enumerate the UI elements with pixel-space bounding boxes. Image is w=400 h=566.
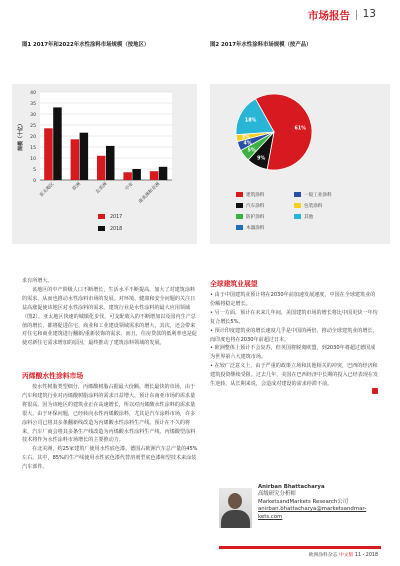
y-tick-label: 30 xyxy=(30,112,36,118)
slice-label: 5% xyxy=(247,148,256,154)
x-tick-label: 亚太地区 xyxy=(39,181,56,199)
author-photo xyxy=(219,488,252,528)
slice-label: 4% xyxy=(243,141,252,147)
author-info xyxy=(258,484,366,521)
y-tick-label: 0 xyxy=(33,178,36,184)
paragraph: 在北美洲，约25家建筑厂使用水性底色漆，德国占欧洲汽车总产量的45%左右。其中，85%的生产线使用水性底色漆代替溶剂型底色漆和型技术来涂装汽车部件。 xyxy=(22,446,198,471)
bar-2018 xyxy=(132,169,141,180)
bar-2018 xyxy=(53,107,62,180)
y-axis-label: 规模（十亿） xyxy=(18,120,24,152)
left-text-block-2 xyxy=(22,383,198,472)
legend-swatch xyxy=(294,192,301,197)
bullet-paragraph: • 在较广泛意义上，由于严重的政策立场和其他相关的冲突，巴西的经济和建筑投资继续受阻。过去几年，美国在巴西经济中长期的投入已经表现在发生逆转，从长期来说，会造成对建设的需求停滞不前。 xyxy=(210,363,379,388)
bar-2017 xyxy=(150,171,159,180)
section-heading-construction: 全球建筑业展望 xyxy=(210,280,258,288)
figure1-title: 图1 2017年和2022年水性涂料市场规模（按地区） xyxy=(22,42,150,48)
y-tick-label: 40 xyxy=(30,90,36,96)
pie-chart xyxy=(210,84,390,244)
legend-swatch xyxy=(98,226,105,231)
legend-swatch xyxy=(98,214,105,219)
y-tick-label: 15 xyxy=(30,145,36,151)
page-number: 13 xyxy=(362,8,376,20)
paragraph: 该地区的中产阶级人口不断增长，生活水平不断提高，加大了对建筑涂料的需求，从而也推动水性涂料市场的发展。对环境、健康和安全问题的关注日益高涨促使该地区对水性涂料的需求。建筑行业是水性涂料的最大应用领域（图2）。亚太地区快速的城镇化步伐，可支配收入的不断增加以及国内生产总值的增长，都将促进住宅、商业和工业建设领域需求的增大，其次，还会带来对住宅和商业建筑进行翻新/重新装饰的需求。而且，住房贷款的低利率也是促使对新住宅需求增加的原因，最终推动了建筑涂料领域的发展。 xyxy=(22,286,197,347)
end-of-article-icon xyxy=(372,388,378,394)
footer-issue: 11・2018 xyxy=(354,553,378,558)
footer-magazine: 欧洲涂料杂志 xyxy=(308,553,338,558)
legend-label: 包装涂料 xyxy=(304,204,323,209)
author-name: Anirban Bhattacharya xyxy=(258,484,325,490)
slice-label: 9% xyxy=(257,156,266,162)
slice-label: 3% xyxy=(241,135,250,141)
author-company: MarketsandMarkets Research公司 xyxy=(258,498,349,505)
bullet-paragraph: • 另一方面，预计在未来几年间，美国建筑市场的增长将比中国更快一年均复合增长5%。 xyxy=(210,309,378,325)
bar-2017 xyxy=(123,172,131,180)
bar-2017 xyxy=(44,128,53,180)
bar-2018 xyxy=(80,133,89,180)
author-email-cont[interactable]: kets.com xyxy=(258,513,283,520)
legend-label: 木器涂料 xyxy=(246,226,265,231)
slice-label: 61% xyxy=(294,126,306,132)
x-tick-label: 北美洲 xyxy=(95,181,109,196)
right-text-block xyxy=(210,291,380,389)
bar-2018 xyxy=(159,167,168,180)
section-heading-acrylic: 丙烯酸水性涂料市场 xyxy=(22,372,84,380)
legend-label: 其他 xyxy=(304,215,314,220)
left-text-block-1 xyxy=(22,277,198,348)
paragraph: 按水性树脂类型细分，丙烯酸树脂占据最大份额。增长最快的市场，由于汽车和建筑行业对丙烯酸树脂涂料的需求日益增大，预计东南亚市场的需求量将很高。因为该地区的建筑业正在高速增长，所以对丙烯酸水性涂料的需求量很大，由于环保问题，已经转向水性丙烯酸涂料，尤其是汽车涂料市场，许多涂料公司已将其多条翻新线改造为丙烯酸水性涂料生产线。预计在不久的将来，汽车厂商会将其多条生产线改造为丙烯酸水性涂料生产线，丙烯酸型涂料技术将作为水性涂料市场增长的主要推动力。 xyxy=(22,384,196,444)
bullet-paragraph: • 欧洲整体上预计不会复苏，但英国将脱离欧盟，到2030年将超过德国成为世界第六大建筑市场。 xyxy=(210,345,376,361)
footer-bar xyxy=(219,546,381,549)
bullet-paragraph: • 预计印度建筑业的增长速度几乎是中国的两倍，推动全球建筑业的增长，而印度也将在2030年前超过日本。 xyxy=(210,327,378,343)
author-title: 高级研究分析师 xyxy=(258,491,296,498)
x-tick-label: 南美洲和非洲 xyxy=(138,181,162,205)
legend-label: 2017 xyxy=(110,215,123,220)
paragraph: 求有所增大。 xyxy=(22,278,53,284)
legend-swatch xyxy=(294,203,301,208)
bar-chart xyxy=(12,84,197,244)
legend-swatch xyxy=(236,192,243,197)
bullet-paragraph: • 由于中国建筑业预计将在2030年前加速发展速度，中国在全球建筑业的份额将稳定增长。 xyxy=(210,292,376,307)
bar-2017 xyxy=(97,156,106,180)
x-tick-label: 欧洲 xyxy=(71,181,83,192)
legend-label: 汽车涂料 xyxy=(246,204,265,209)
y-tick-label: 25 xyxy=(30,123,36,129)
bar-2017 xyxy=(71,139,80,180)
footer xyxy=(309,551,378,558)
slice-label: 18% xyxy=(244,118,257,124)
author-email[interactable]: anirban.bhattacharya@marketsandmar- xyxy=(258,506,367,513)
legend-swatch xyxy=(236,225,243,230)
legend-swatch xyxy=(236,203,243,208)
section-title: 市场报告 xyxy=(308,10,350,22)
bar-2018 xyxy=(106,146,115,180)
y-tick-label: 35 xyxy=(30,101,36,107)
legend-label: 建筑涂料 xyxy=(246,193,265,198)
footer-edition: 中文版 xyxy=(338,553,354,558)
x-tick-label: 中东 xyxy=(124,181,135,192)
legend-label: 2018 xyxy=(110,227,123,232)
header-divider xyxy=(356,10,357,20)
legend-swatch xyxy=(294,214,301,219)
legend-swatch xyxy=(236,214,243,219)
legend-label: 一般工业涂料 xyxy=(304,193,332,198)
figure2-title: 图2 2017年水性涂料市场规模（按产品） xyxy=(210,42,312,48)
y-tick-label: 10 xyxy=(30,156,36,162)
legend-label: 防护涂料 xyxy=(246,215,265,220)
y-tick-label: 20 xyxy=(30,134,36,140)
y-tick-label: 5 xyxy=(33,167,36,173)
